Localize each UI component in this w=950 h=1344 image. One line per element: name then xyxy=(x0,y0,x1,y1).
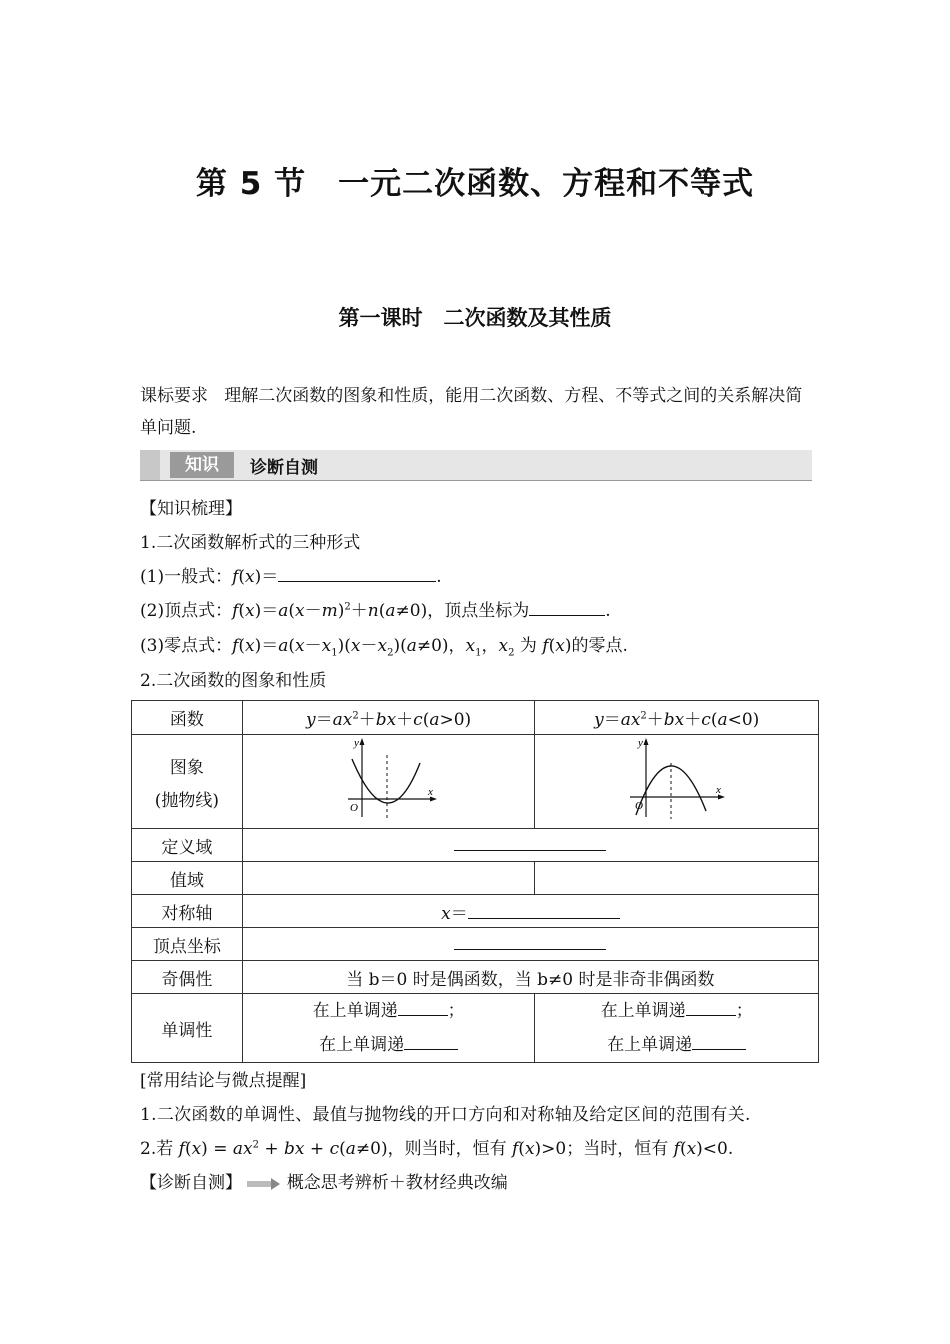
row-monotonicity-label: 单调性 xyxy=(132,994,243,1063)
svg-text:x: x xyxy=(715,784,721,796)
row-domain-label: 定义域 xyxy=(132,829,243,862)
properties-table xyxy=(131,700,819,1063)
form-zero: (3)零点式：$f(x)=a(x-x_1)(x-x_2)(a\ne 0)$，$x_1$，$x_2$ 为 f(x)的零点. xyxy=(140,636,628,659)
svg-text:O: O xyxy=(349,802,358,814)
blank xyxy=(529,599,605,616)
axis-cell: x＝ xyxy=(242,895,818,928)
diagnosis-line xyxy=(140,1168,508,1193)
standard-text: 理解二次函数的图象和性质，能用二次函数、方程、不等式之间的关系解决简单问题. xyxy=(140,386,803,438)
svg-text:y: y xyxy=(353,737,359,749)
blank xyxy=(454,834,606,851)
standard-paragraph xyxy=(140,380,812,444)
page-title: 第 5 节 一元二次函数、方程和不等式 xyxy=(195,166,755,202)
item-2-heading: 2.二次函数的图象和性质 xyxy=(140,671,327,691)
lesson-subtitle: 第一课时 二次函数及其性质 xyxy=(338,306,612,330)
mono-positive-cell: 在上单调递 ； 在上单调递 xyxy=(242,994,535,1063)
blank xyxy=(686,999,736,1016)
downward-parabola-graph xyxy=(622,735,732,823)
graph-upward-parabola xyxy=(242,735,535,829)
domain-cell xyxy=(242,829,818,862)
parity-cell: 当 b＝0 时是偶函数，当 b≠0 时是非奇非偶函数 xyxy=(242,961,818,994)
section-bar-tag: 知识 xyxy=(170,452,234,478)
row-vertex-label: 顶点坐标 xyxy=(132,928,243,961)
blank xyxy=(692,1033,746,1050)
arrow-icon xyxy=(247,1177,281,1191)
form-general: (1)一般式：f(x)＝ . xyxy=(140,567,442,587)
header-positive: $y=ax^2+bx+c(a>0)$ xyxy=(242,701,535,735)
row-axis-label: 对称轴 xyxy=(132,895,243,928)
vertex-cell xyxy=(242,928,818,961)
conclusion-2: 2.若 $f(x) = ax^2$ + bx + c(a≠0)，则当时，恒有 f(x)>0；当时，恒有 f(x)<0. xyxy=(140,1139,734,1159)
conclusion-1: 1.二次函数的单调性、最值与抛物线的开口方向和对称轴及给定区间的范围有关. xyxy=(140,1105,751,1125)
standard-label: 课标要求 xyxy=(140,386,208,406)
header-negative: $y=ax^2+bx+c(a<0)$ xyxy=(535,701,819,735)
form-vertex: (2)顶点式：$f(x)=a(x-m)^2+n(a\ne 0)$，顶点坐标为 . xyxy=(140,601,611,621)
header-function: 函数 xyxy=(132,701,243,735)
upward-parabola-graph xyxy=(334,735,444,823)
svg-text:x: x xyxy=(427,786,433,798)
mono-negative-cell: 在上单调递 ； 在上单调递 xyxy=(535,994,819,1063)
section-bar xyxy=(140,450,812,481)
range-positive-cell xyxy=(242,862,535,895)
range-negative-cell xyxy=(535,862,819,895)
common-heading: [常用结论与微点提醒] xyxy=(140,1071,307,1091)
section-bar-stripe xyxy=(140,450,160,480)
svg-text:O: O xyxy=(634,800,643,812)
svg-text:y: y xyxy=(637,737,643,749)
graph-downward-parabola xyxy=(535,735,819,829)
diagnosis-label: 概念思考辨析＋教材经典改编 xyxy=(286,1173,508,1193)
diagnosis-heading: 【诊断自测】 xyxy=(140,1173,242,1193)
blank xyxy=(454,933,606,950)
blank xyxy=(398,999,448,1016)
section-bar-label: 诊断自测 xyxy=(250,458,318,478)
item-1-heading: 1.二次函数解析式的三种形式 xyxy=(140,533,361,553)
row-graph-label: 图象 (抛物线) xyxy=(132,735,243,829)
blank xyxy=(404,1033,458,1050)
row-range-label: 值域 xyxy=(132,862,243,895)
blank xyxy=(468,902,620,919)
blank xyxy=(278,565,436,582)
knowledge-heading: 【知识梳理】 xyxy=(140,499,242,519)
row-parity-label: 奇偶性 xyxy=(132,961,243,994)
